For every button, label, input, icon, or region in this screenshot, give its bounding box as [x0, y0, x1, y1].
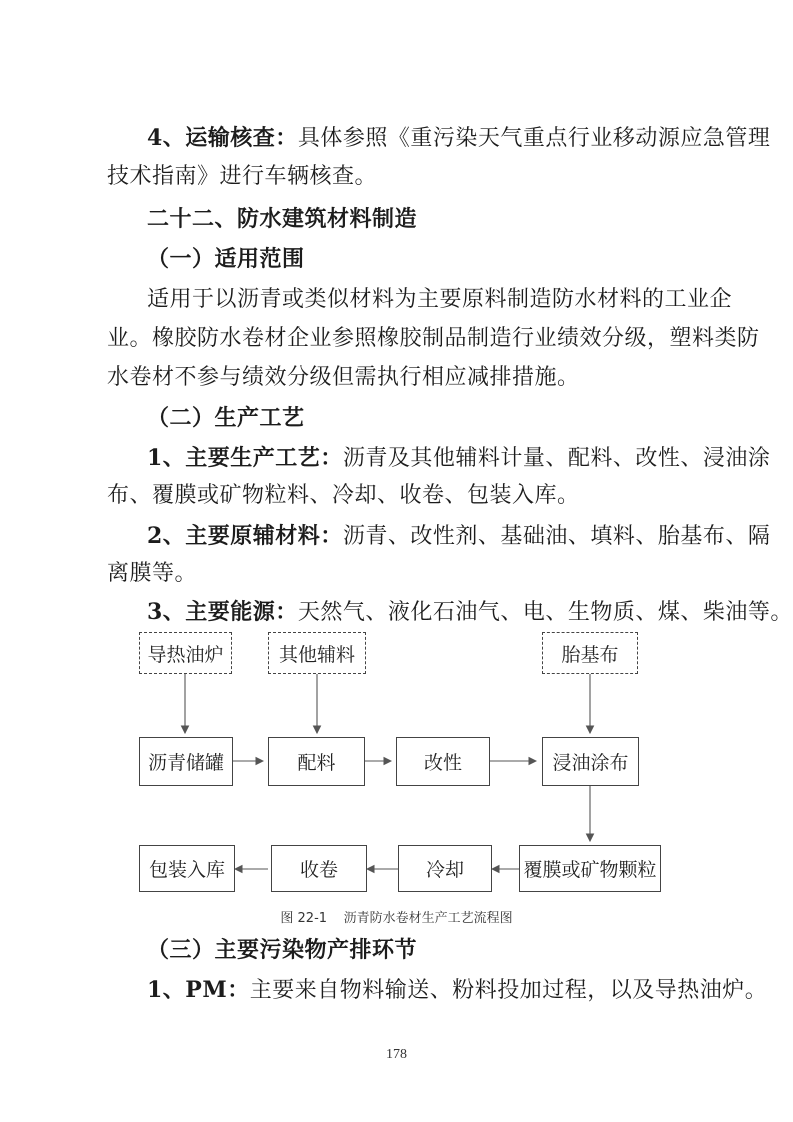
flow-step-reeling: 收卷: [271, 845, 367, 892]
sub2-item3-head: 3、主要能源：: [147, 599, 298, 625]
flow-step-oil-coating: 浸油涂布: [542, 737, 639, 786]
flow-input-base-cloth: 胎基布: [542, 632, 638, 674]
sub3-item1-head: 1、PM：: [147, 977, 250, 1003]
sub3-item1-text: 主要来自物料输送、粉料投加过程，以及导热油炉。: [249, 978, 768, 1003]
subsection3-title: （三）主要污染物产排环节: [147, 937, 418, 963]
chapter-title: 二十二、防水建筑材料制造: [147, 206, 418, 232]
flow-step-modification: 改性: [396, 737, 490, 786]
sub1-para-line3: 水卷材不参与绩效分级但需执行相应减排措施。: [107, 365, 580, 390]
section4-text1: 具体参照《重污染天气重点行业移动源应急管理: [297, 126, 771, 151]
sub1-para-line2: 业。橡胶防水卷材企业参照橡胶制品制造行业绩效分级，塑料类防: [107, 326, 760, 351]
sub1-para-line1: 适用于以沥青或类似材料为主要原料制造防水材料的工业企: [147, 287, 733, 312]
section4-heading: 4、运输核查：: [147, 125, 298, 151]
flow-step-batching: 配料: [268, 737, 365, 786]
flow-input-heater: 导热油炉: [139, 632, 232, 674]
figure-caption: 图 22-1 沥青防水卷材生产工艺流程图: [280, 911, 513, 926]
sub2-item2-text1: 沥青、改性剂、基础油、填料、胎基布、隔: [342, 524, 771, 549]
flow-input-other-aux: 其他辅料: [268, 632, 366, 674]
subsection1-title: （一）适用范围: [147, 246, 305, 272]
sub2-item1-line2: 布、覆膜或矿物粒料、冷却、收卷、包装入库。: [107, 483, 580, 508]
flow-step-film-mineral: 覆膜或矿物颗粒: [519, 845, 661, 892]
sub2-item2-line2: 离膜等。: [107, 561, 198, 586]
page-number: 178: [386, 1047, 407, 1062]
sub2-item3-text: 天然气、液化石油气、电、生物质、煤、柴油等。: [297, 600, 793, 625]
sub2-item2-head: 2、主要原辅材料：: [147, 523, 343, 549]
section4-line2: 技术指南》进行车辆核查。: [107, 164, 378, 189]
sub2-item1-text1: 沥青及其他辅料计量、配料、改性、浸油涂: [342, 446, 771, 471]
flow-step-packing: 包装入库: [139, 845, 235, 892]
flow-step-cooling: 冷却: [398, 845, 492, 892]
subsection2-title: （二）生产工艺: [147, 405, 305, 431]
sub2-item1-head: 1、主要生产工艺：: [147, 445, 343, 471]
flow-step-asphalt-tank: 沥青储罐: [139, 737, 233, 786]
sub3-item1-line: [147, 975, 767, 1006]
